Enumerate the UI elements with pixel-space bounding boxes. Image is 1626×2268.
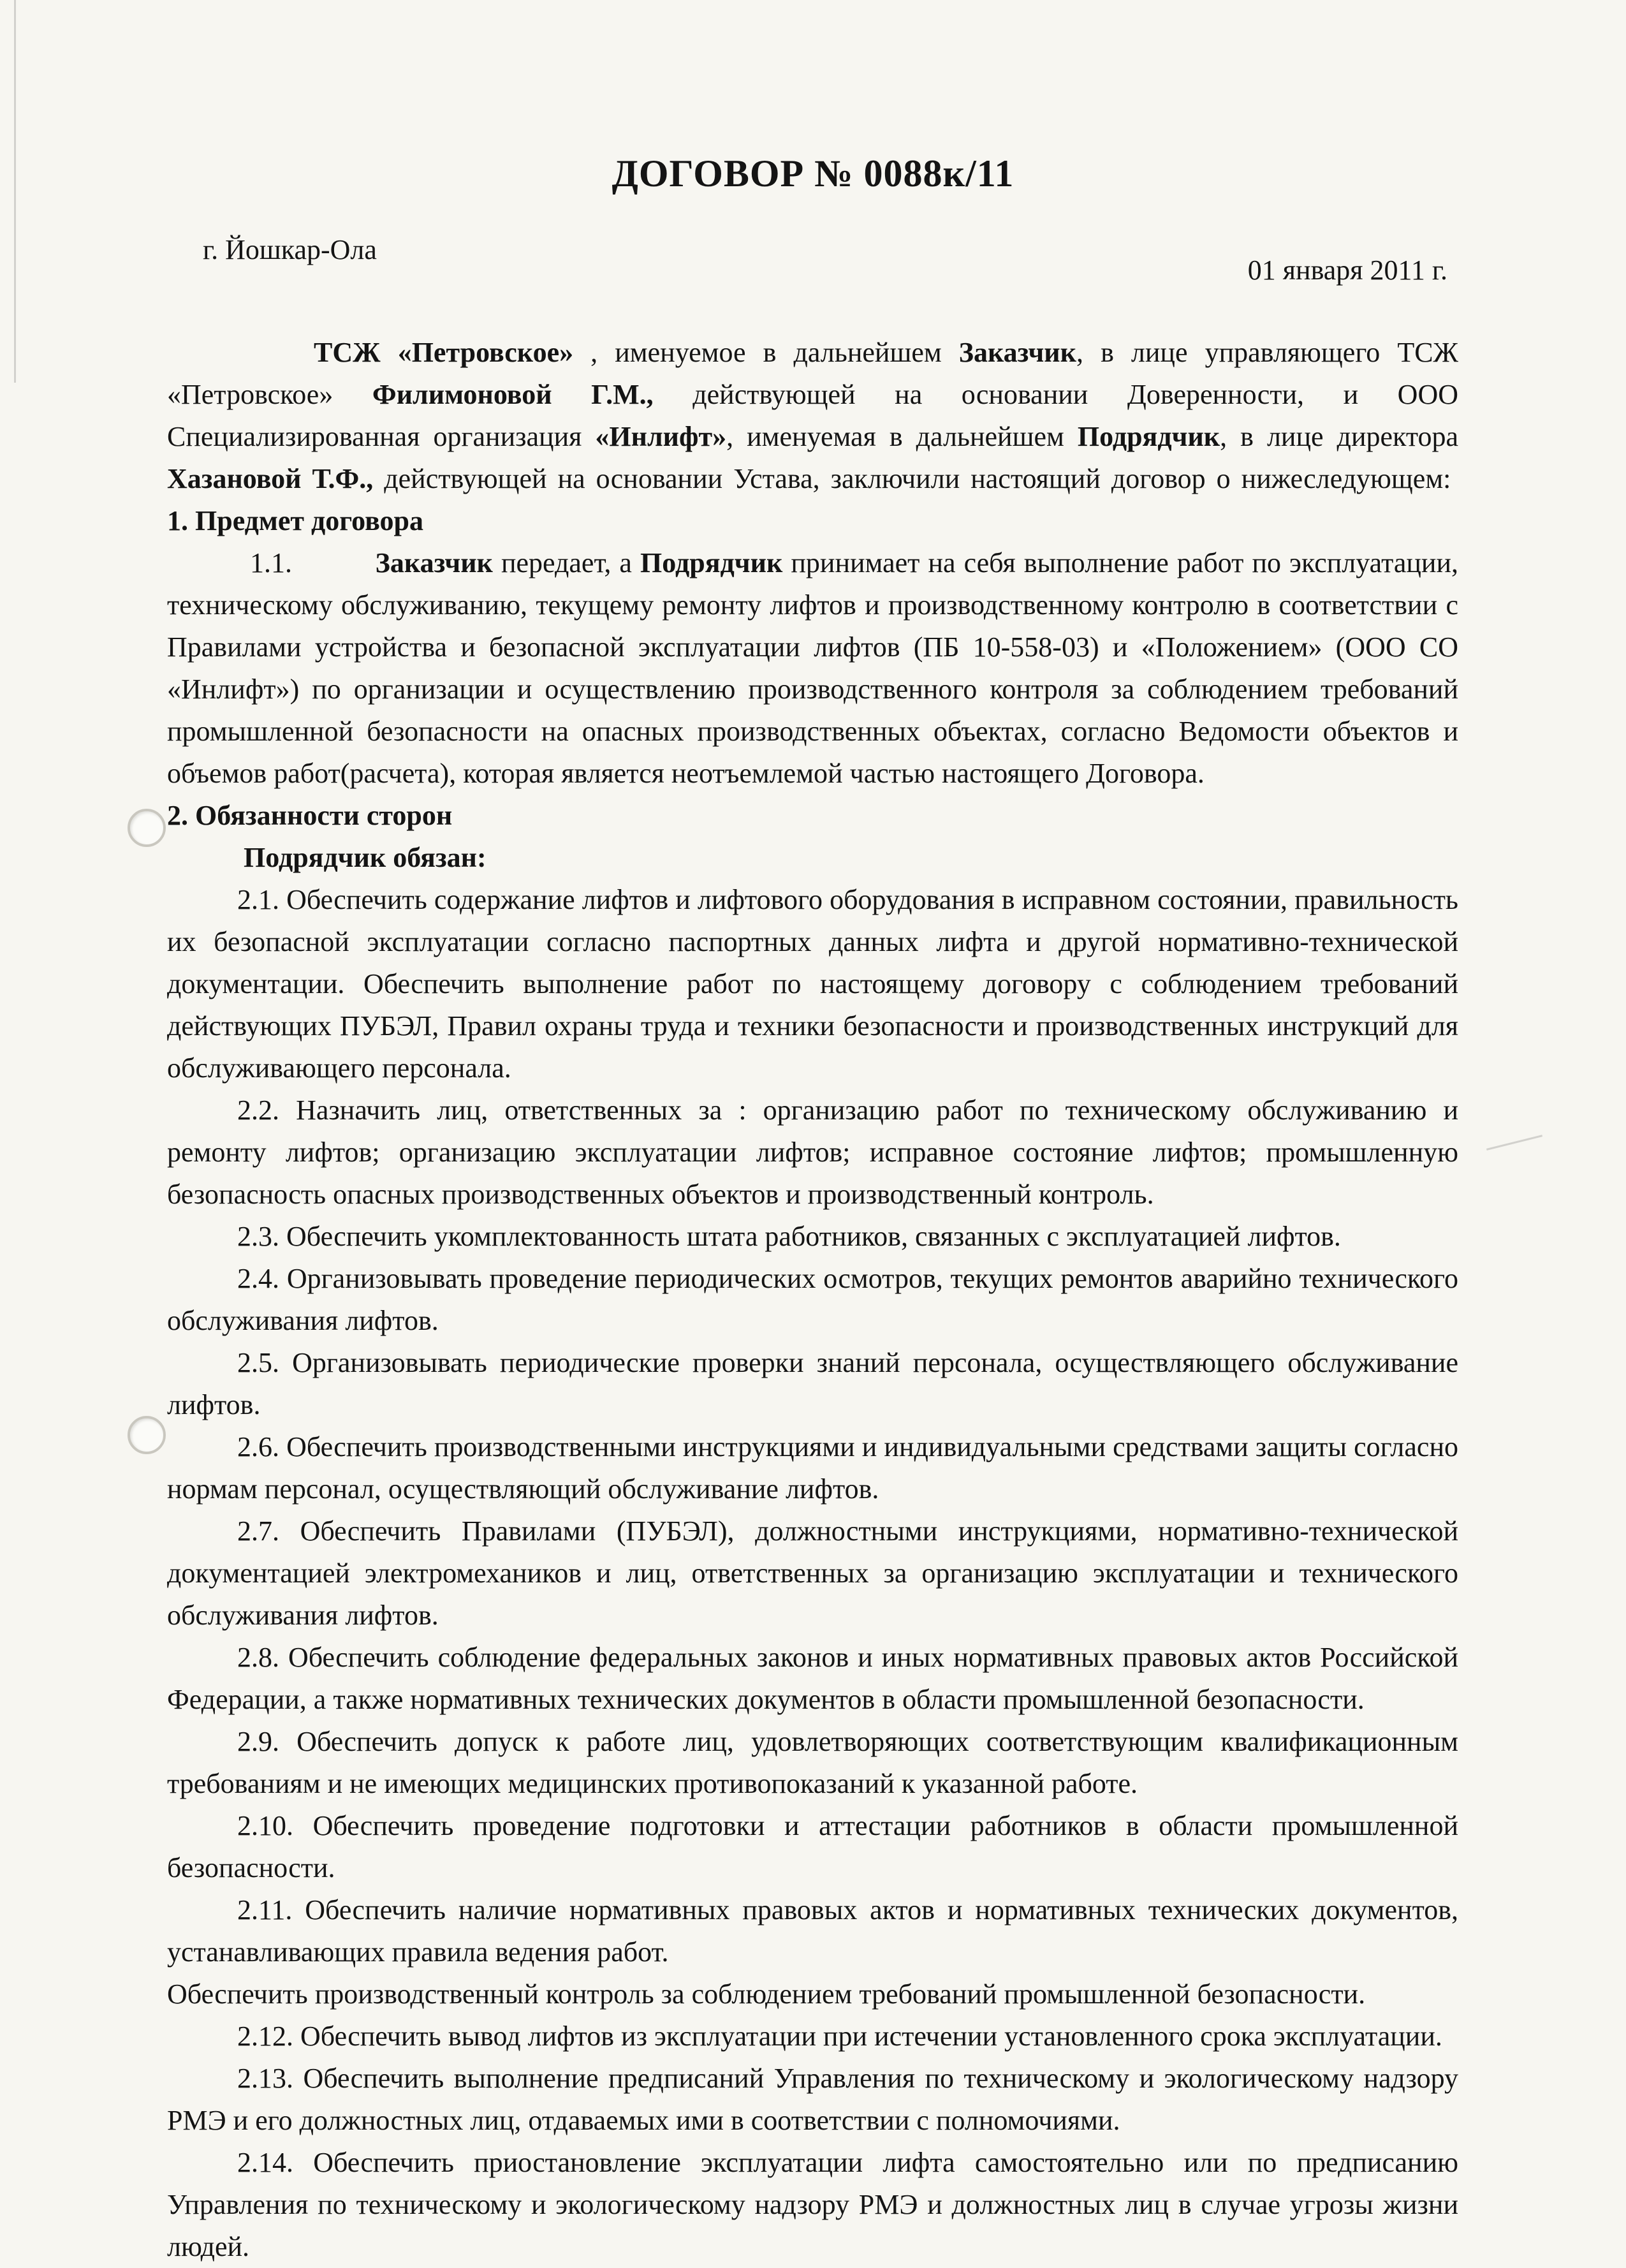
- clause-2-11-continued: Обеспечить производственный контроль за соблюдением требований промышленной безопасности.: [167, 1978, 1366, 2010]
- contractor-role: Подрядчик: [1077, 421, 1220, 452]
- scan-artifact-mark: [1486, 1135, 1542, 1151]
- punch-hole-bottom: [128, 1416, 166, 1454]
- clause-1-1-number: 1.1.: [250, 547, 292, 578]
- preamble-text-2: , в лице управляющего ТСЖ «Петровское»: [167, 337, 1458, 410]
- preamble-text-1: , именуемое в дальнейшем: [573, 337, 959, 368]
- preamble-text-5: , в лице директора: [1220, 421, 1458, 452]
- customer-role: Заказчик: [958, 337, 1076, 368]
- punch-hole-top: [128, 809, 166, 847]
- clause-1-1-text-2: принимает на себя выполнение работ по эксплуатации, техническому обслуживанию, текущему ремонту лифтов и производственному контролю в соответствии с Правилами устройства и безопасной эксплуатации лифтов (ПБ 10-558-03) и «Положением» (ООО СО «Инлифт») по организации и осуществлению производственного контроля за соблюдением требований промышленной безопасности на опасных производственных объектах, согласно Ведомости объектов и объемов работ(расчета), которая является неотъемлемой частью настоящего Договора.: [167, 547, 1458, 789]
- clause-2-2: 2.2. Назначить лиц, ответственных за : организацию работ по техническому обслуживанию и ремонту лифтов; организацию эксплуатации лифтов; исправное состояние лифтов; промышленную безопасность опасных производственных объектов и производственный контроль.: [167, 1094, 1458, 1210]
- clause-1-1-contractor: Подрядчик: [640, 547, 783, 578]
- preamble-paragraph: [167, 332, 1458, 500]
- contract-body: [167, 332, 1458, 2268]
- clause-1-1: [167, 542, 1458, 795]
- clause-2-12: 2.12. Обеспечить вывод лифтов из эксплуатации при истечении установленного срока эксплуатации.: [237, 2021, 1442, 2052]
- customer-org: ТСЖ «Петровское»: [314, 337, 574, 368]
- clause-2-14: 2.14. Обеспечить приостановление эксплуатации лифта самостоятельно или по предписанию Управления по техническому и экологическому надзору РМЭ и должностных лиц в случае угрозы жизни людей.: [167, 2147, 1458, 2262]
- customer-person: Филимоновой Г.М.,: [372, 379, 654, 410]
- clause-2-9: 2.9. Обеспечить допуск к работе лиц, удовлетворяющих соответствующим квалификационным требованиям и не имеющих медицинских противопоказаний к указанной работе.: [167, 1726, 1458, 1799]
- clause-2-5: 2.5. Организовывать периодические проверки знаний персонала, осуществляющего обслуживание лифтов.: [167, 1347, 1458, 1420]
- clause-2-6: 2.6. Обеспечить производственными инструкциями и индивидуальными средствами защиты согласно нормам персонал, осуществляющий обслуживание лифтов.: [167, 1431, 1458, 1505]
- preamble-text-3: действующей на основании Доверенности, и ООО Специализированная организация: [167, 379, 1459, 452]
- clause-2-3: 2.3. Обеспечить укомплектованность штата работников, связанных с эксплуатацией лифтов.: [237, 1221, 1341, 1252]
- clause-2-11: 2.11. Обеспечить наличие нормативных правовых актов и нормативных технических документов, устанавливающих правила ведения работ.: [167, 1894, 1458, 1968]
- contractor-org: «Инлифт»: [595, 421, 727, 452]
- contractor-obligations-label: Подрядчик обязан:: [244, 842, 487, 873]
- contract-city: г. Йошкар-Ола: [203, 234, 377, 265]
- clause-1-1-text-1: передает, а: [492, 547, 641, 578]
- preamble-text-6: действующей на основании Устава, заключили настоящий договор о нижеследующем:: [373, 463, 1451, 494]
- clause-1-1-customer: Заказчик: [375, 547, 493, 578]
- contractor-person: Хазановой Т.Ф.,: [167, 463, 374, 494]
- contract-title: ДОГОВОР № 0088к/11: [612, 152, 1014, 195]
- clause-2-8: 2.8. Обеспечить соблюдение федеральных законов и иных нормативных правовых актов Российской Федерации, а также нормативных технических документов в области промышленной безопасности.: [167, 1642, 1458, 1715]
- clause-2-4: 2.4. Организовывать проведение периодических осмотров, текущих ремонтов аварийно технического обслуживания лифтов.: [167, 1263, 1458, 1336]
- clause-2-13: 2.13. Обеспечить выполнение предписаний Управления по техническому и экологическому надзору РМЭ и его должностных лиц, отдаваемых ими в соответствии с полномочиями.: [167, 2063, 1458, 2136]
- clause-2-1: 2.1. Обеспечить содержание лифтов и лифтового оборудования в исправном состоянии, правильность их безопасной эксплуатации согласно паспортных данных лифта и другой нормативно-технической документации. Обеспечить выполнение работ по настоящему договору с соблюдением требований действующих ПУБЭЛ, Правил охраны труда и техники безопасности и производственных инструкций для обслуживающего персонала.: [167, 884, 1458, 1084]
- section-2-heading: 2. Обязанности сторон: [167, 800, 453, 831]
- contract-date: 01 января 2011 г.: [1247, 254, 1447, 286]
- section-1-heading: 1. Предмет договора: [167, 505, 423, 536]
- preamble-text-4: , именуемая в дальнейшем: [726, 421, 1078, 452]
- clause-2-7: 2.7. Обеспечить Правилами (ПУБЭЛ), должностными инструкциями, нормативно-технической документацией электромехаников и лиц, ответственных за организацию эксплуатации и технического обслуживания лифтов.: [167, 1515, 1458, 1631]
- clause-2-10: 2.10. Обеспечить проведение подготовки и аттестации работников в области промышленной безопасности.: [167, 1810, 1458, 1883]
